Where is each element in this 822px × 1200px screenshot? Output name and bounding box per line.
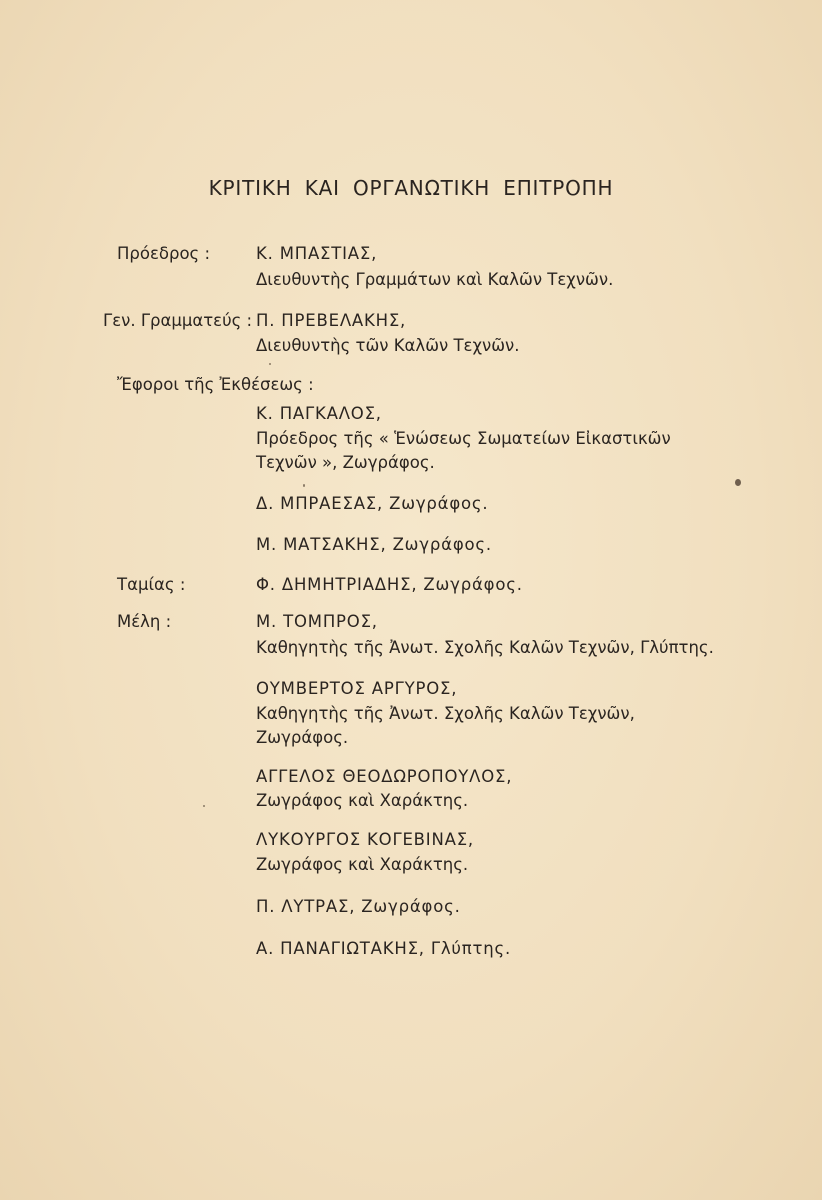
role-secretary-label: Γεν. Γραμματεύς : bbox=[103, 311, 253, 330]
role-members-label: Μέλη : bbox=[117, 612, 172, 631]
treasurer-name: Φ. ΔΗΜΗΤΡΙΑΔΗΣ, Ζωγράφος. bbox=[256, 575, 523, 594]
member-2-description-line-1: Καθηγητὴς τῆς Ἀνωτ. Σχολῆς Καλῶν Τεχνῶν, bbox=[256, 704, 635, 723]
member-5: Π. ΛΥΤΡΑΣ, Ζωγράφος. bbox=[256, 897, 461, 916]
ephor-1-description-line-1: Πρόεδρος τῆς « Ἑνώσεως Σωματείων Εἰκαστικῶν bbox=[256, 429, 671, 448]
paper-speck bbox=[269, 363, 271, 365]
member-4-description: Ζωγράφος καὶ Χαράκτης. bbox=[256, 855, 469, 874]
role-ephors-label: Ἔφοροι τῆς Ἐκθέσεως : bbox=[117, 375, 314, 394]
president-description: Διευθυντὴς Γραμμάτων καὶ Καλῶν Τεχνῶν. bbox=[256, 270, 614, 289]
ephor-3: Μ. ΜΑΤΣΑΚΗΣ, Ζωγράφος. bbox=[256, 535, 492, 554]
member-3-description: Ζωγράφος καὶ Χαράκτης. bbox=[256, 791, 469, 810]
ephor-1-name: Κ. ΠΑΓΚΑΛΟΣ, bbox=[256, 404, 382, 423]
ephor-2: Δ. ΜΠΡΑΕΣΑΣ, Ζωγράφος. bbox=[256, 494, 489, 513]
paper-speck bbox=[203, 805, 205, 807]
member-2-name: ΟΥΜΒΕΡΤΟΣ ΑΡΓΥΡΟΣ, bbox=[256, 679, 458, 698]
member-4-name: ΛΥΚΟΥΡΓΟΣ ΚΟΓΕΒΙΝΑΣ, bbox=[256, 830, 474, 849]
member-1-name: Μ. ΤΟΜΠΡΟΣ, bbox=[256, 612, 378, 631]
ephor-1-description-line-2: Τεχνῶν », Ζωγράφος. bbox=[256, 453, 435, 472]
secretary-name: Π. ΠΡΕΒΕΛΑΚΗΣ, bbox=[256, 311, 407, 330]
paper-speck bbox=[303, 484, 305, 487]
member-6: Α. ΠΑΝΑΓΙΩΤΑΚΗΣ, Γλύπτης. bbox=[256, 939, 512, 958]
role-president-label: Πρόεδρος : bbox=[117, 244, 211, 263]
page-title: ΚΡΙΤΙΚΗ ΚΑΙ ΟΡΓΑΝΩΤΙΚΗ ΕΠΙΤΡΟΠΗ bbox=[208, 176, 614, 200]
member-1-description: Καθηγητὴς τῆς Ἀνωτ. Σχολῆς Καλῶν Τεχνῶν, Γλύπτης. bbox=[256, 638, 714, 657]
secretary-description: Διευθυντὴς τῶν Καλῶν Τεχνῶν. bbox=[256, 336, 520, 355]
role-treasurer-label: Ταμίας : bbox=[117, 575, 186, 594]
member-2-description-line-2: Ζωγράφος. bbox=[256, 728, 349, 747]
member-3-name: ΑΓΓΕΛΟΣ ΘΕΟΔΩΡΟΠΟΥΛΟΣ, bbox=[256, 767, 513, 786]
president-name: Κ. ΜΠΑΣΤΙΑΣ, bbox=[256, 244, 378, 263]
paper-speck bbox=[735, 479, 741, 486]
